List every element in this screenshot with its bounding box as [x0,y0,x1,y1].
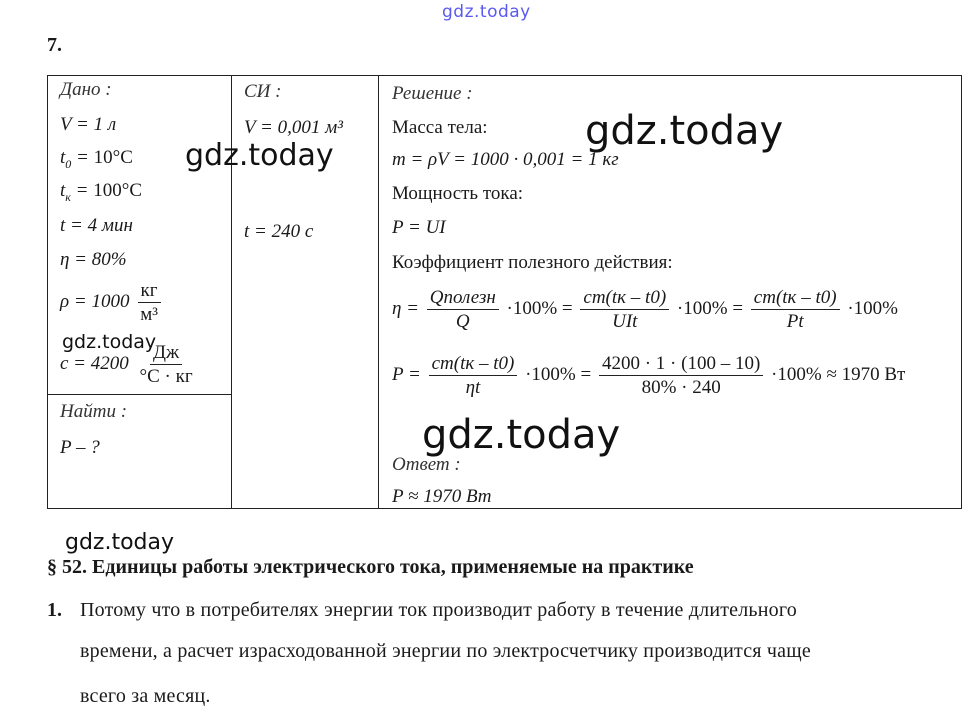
power-fraction-1-den: ηt [465,377,481,398]
si-time: t = 240 с [244,221,314,242]
power-fraction-2-num: 4200 · 1 · (100 – 10) [599,354,763,376]
given-density [60,281,164,324]
eta-lhs: η = [392,297,419,319]
given-tk: $t_к = 100^\circ C$ [60,180,143,204]
heat-capacity-unit-den: °C · кг [139,366,193,387]
watermark-center: gdz.today [422,412,621,458]
given-eta: η = 80% [60,249,127,270]
density-unit-fraction [137,281,161,324]
power-fraction-2-tail: ·100% ≈ 1970 Вт [771,363,906,385]
given-t0: $t_0 = 10^\circ C$ [60,147,133,171]
fraction-1-tail: ·100% = [506,297,573,319]
column-divider-si [378,75,379,509]
fraction-3-num: cm(tк – t0) [751,288,840,310]
efficiency-fraction-3 [751,288,840,331]
answer-header: Ответ : [392,454,461,475]
power-fraction-2-den: 80% · 240 [641,377,721,398]
find-value: P – ? [60,437,100,458]
mass-formula: m = ρV = 1000 · 0,001 = 1 кг [392,149,619,170]
given-volume: V = 1 л [60,114,117,135]
power-fraction-1-num: cm(tк – t0) [429,354,518,376]
power-result-formula [392,354,905,397]
paragraph-line-2: времени, а расчет израсходованной энергии по электросчетчику производится чаще [80,640,811,662]
watermark-solution: gdz.today [585,108,784,154]
fraction-1-den: Q [455,311,470,332]
fraction-3-den: Pt [786,311,804,332]
watermark-top: gdz.today [442,2,531,22]
given-header: Дано : [60,79,112,100]
density-lhs: ρ = 1000 [60,290,130,312]
solution-header: Решение : [392,83,473,104]
power-fraction-1 [429,354,518,397]
given-time: t = 4 мин [60,215,133,236]
fraction-2-tail: ·100% = [676,297,744,319]
watermark-small: gdz.today [62,331,157,353]
efficiency-fraction-2 [580,288,669,331]
fraction-2-num: cm(tк – t0) [580,288,669,310]
fraction-1-num: Qполезн [427,288,499,310]
power-fraction-1-tail: ·100% = [525,363,592,385]
answer-value: P ≈ 1970 Вт [392,486,492,507]
heat-capacity-lhs: c = 4200 [60,352,129,374]
task-number: 7. [47,34,62,56]
heat-capacity-unit-num: Дж [150,343,182,365]
paragraph-line-3: всего за месяц. [80,685,211,707]
section-title: § 52. Единицы работы электрического тока, применяемые на практике [47,556,694,578]
paragraph-line-1: Потому что в потребителях энергии ток производит работу в течение длительного [80,599,797,621]
find-header: Найти : [60,401,128,422]
p-lhs: P = [392,363,421,385]
given-t0-value: 10°C [93,147,133,168]
efficiency-formula [392,288,898,331]
fraction-2-den: UIt [612,311,638,332]
efficiency-fraction-1 [427,288,499,331]
fraction-3-tail: ·100% [847,297,898,319]
power-formula: P = UI [392,217,446,238]
mass-label: Масса тела: [392,117,488,138]
power-label: Мощность тока: [392,183,524,204]
efficiency-label: Коэффициент полезного действия: [392,252,673,273]
row-divider-find [47,394,231,395]
given-tk-value: 100°C [93,180,143,201]
density-unit-den: м³ [140,304,158,325]
density-unit-num: кг [138,281,161,303]
si-volume: V = 0,001 м³ [244,117,343,138]
power-fraction-2 [599,354,763,397]
watermark-bottom: gdz.today [65,530,175,555]
watermark-given: gdz.today [185,138,334,173]
si-header: СИ : [244,81,282,102]
paragraph-number: 1. [47,599,62,621]
